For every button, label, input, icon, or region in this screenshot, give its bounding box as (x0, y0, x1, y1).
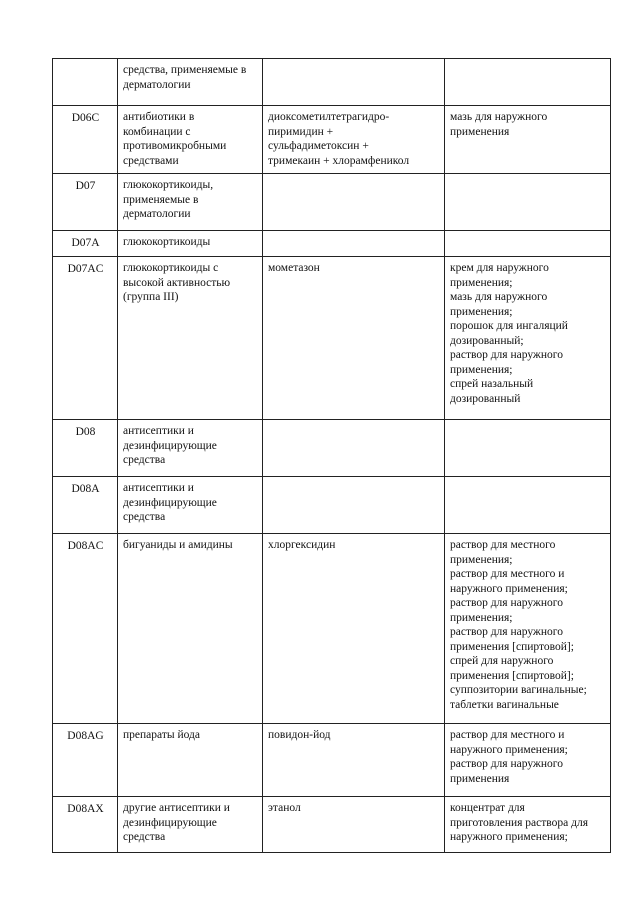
dosage-form-cell (445, 534, 611, 724)
group-name-line: применяемые в (123, 193, 199, 206)
dosage-form-line: применения; (450, 363, 513, 376)
dosage-form-line: раствор для наружного (450, 758, 563, 770)
group-name-line: другие антисептики и (123, 802, 230, 814)
dosage-form-line: наружного применения; (450, 831, 568, 843)
dosage-form-line: раствор для местного и (450, 729, 565, 741)
atc-code-cell: D08AG (53, 724, 118, 797)
dosage-form-line: суппозитории вагинальные; (450, 684, 587, 696)
atc-code-cell (53, 59, 118, 106)
dosage-form-cell (445, 106, 611, 174)
dosage-form-cell (445, 231, 611, 257)
table-row (53, 534, 611, 724)
group-name-cell (118, 477, 263, 534)
atc-code-cell: D07 (53, 174, 118, 231)
dosage-form-line: применения (450, 772, 510, 785)
group-name-line: дезинфицирующие (123, 439, 217, 452)
group-name-line: средства, применяемые в (123, 64, 247, 76)
table-row (53, 174, 611, 231)
table-row (53, 477, 611, 534)
dosage-form-line: дозированный; (450, 334, 524, 347)
dosage-form-line: дозированный (450, 392, 521, 405)
group-name-line: антисептики и (123, 425, 194, 437)
dosage-form-line: мазь для наружного (450, 111, 548, 123)
substance-cell (263, 797, 445, 853)
group-name-line: глюкокортикоиды (123, 236, 211, 248)
dosage-form-line: применения [спиртовой]; (450, 640, 574, 653)
group-name-line: препараты йода (123, 729, 200, 741)
substance-line: пиримидин + (268, 125, 334, 138)
group-name-cell (118, 257, 263, 420)
dosage-form-line: приготовления раствора для (450, 816, 588, 829)
atc-code-cell: D08AX (53, 797, 118, 853)
dosage-form-line: наружного применения; (450, 582, 568, 595)
group-name-line: антибиотики в (123, 111, 195, 123)
atc-code-cell: D08A (53, 477, 118, 534)
substance-cell (263, 257, 445, 420)
group-name-cell (118, 59, 263, 106)
dosage-form-line: порошок для ингаляций (450, 320, 568, 332)
dosage-form-cell (445, 724, 611, 797)
substance-cell (263, 106, 445, 174)
dosage-form-line: мазь для наружного (450, 291, 548, 303)
substance-line: мометазон (268, 262, 320, 274)
table-row (53, 420, 611, 477)
group-name-line: высокой активностью (123, 276, 231, 289)
group-name-line: средства (123, 511, 166, 523)
group-name-line: дерматологии (123, 208, 191, 220)
drug-table (52, 58, 611, 853)
substance-cell (263, 420, 445, 477)
atc-code-cell: D06C (53, 106, 118, 174)
group-name-line: бигуаниды и амидины (123, 539, 233, 551)
dosage-form-cell (445, 477, 611, 534)
group-name-line: дезинфицирующие (123, 816, 217, 829)
substance-cell (263, 231, 445, 257)
table-row (53, 257, 611, 420)
group-name-line: глюкокортикоиды, (123, 179, 214, 191)
group-name-line: дезинфицирующие (123, 496, 217, 509)
group-name-cell (118, 797, 263, 853)
group-name-line: (группа III) (123, 291, 179, 303)
substance-cell (263, 59, 445, 106)
atc-code-cell: D07AC (53, 257, 118, 420)
dosage-form-line: применения; (450, 305, 513, 318)
substance-line: сульфадиметоксин + (268, 140, 369, 152)
dosage-form-cell (445, 59, 611, 106)
table-row (53, 59, 611, 106)
group-name-cell (118, 534, 263, 724)
group-name-line: глюкокортикоиды с (123, 262, 219, 274)
substance-cell (263, 534, 445, 724)
atc-code-cell: D07A (53, 231, 118, 257)
substance-line: хлоргексидин (268, 539, 336, 551)
dosage-form-cell (445, 174, 611, 231)
group-name-line: комбинации с (123, 125, 191, 138)
atc-code-cell: D08AC (53, 534, 118, 724)
group-name-line: средства (123, 831, 166, 843)
group-name-cell (118, 174, 263, 231)
dosage-form-line: раствор для местного (450, 539, 556, 551)
dosage-form-line: применения; (450, 553, 513, 566)
dosage-form-line: крем для наружного (450, 262, 549, 274)
dosage-form-line: применения; (450, 611, 513, 624)
table-row (53, 797, 611, 853)
substance-cell (263, 174, 445, 231)
group-name-line: средствами (123, 154, 179, 167)
table-row (53, 231, 611, 257)
group-name-line: противомикробными (123, 140, 227, 152)
dosage-form-line: таблетки вагинальные (450, 698, 559, 711)
drug-table-body (53, 59, 611, 853)
dosage-form-line: концентрат для (450, 802, 525, 814)
group-name-line: антисептики и (123, 482, 194, 494)
dosage-form-line: применения (450, 125, 510, 138)
substance-cell (263, 724, 445, 797)
group-name-cell (118, 724, 263, 797)
dosage-form-cell (445, 257, 611, 420)
substance-line: повидон-йод (268, 729, 331, 741)
group-name-cell (118, 106, 263, 174)
dosage-form-line: раствор для наружного (450, 626, 563, 638)
substance-line: тримекаин + хлорамфеникол (268, 154, 410, 167)
substance-line: этанол (268, 802, 301, 814)
dosage-form-line: применения; (450, 276, 513, 289)
dosage-form-line: раствор для наружного (450, 349, 563, 361)
table-row (53, 106, 611, 174)
group-name-cell (118, 231, 263, 257)
dosage-form-line: раствор для местного и (450, 568, 565, 580)
dosage-form-cell (445, 420, 611, 477)
substance-line: диоксометилтетрагидро- (268, 111, 390, 123)
dosage-form-line: спрей назальный (450, 378, 534, 390)
dosage-form-line: спрей для наружного (450, 655, 554, 667)
group-name-line: средства (123, 454, 166, 466)
dosage-form-line: применения [спиртовой]; (450, 669, 574, 682)
table-row (53, 724, 611, 797)
atc-code-cell: D08 (53, 420, 118, 477)
substance-cell (263, 477, 445, 534)
dosage-form-cell (445, 797, 611, 853)
group-name-line: дерматологии (123, 78, 191, 91)
group-name-cell (118, 420, 263, 477)
dosage-form-line: наружного применения; (450, 743, 568, 756)
dosage-form-line: раствор для наружного (450, 597, 563, 609)
